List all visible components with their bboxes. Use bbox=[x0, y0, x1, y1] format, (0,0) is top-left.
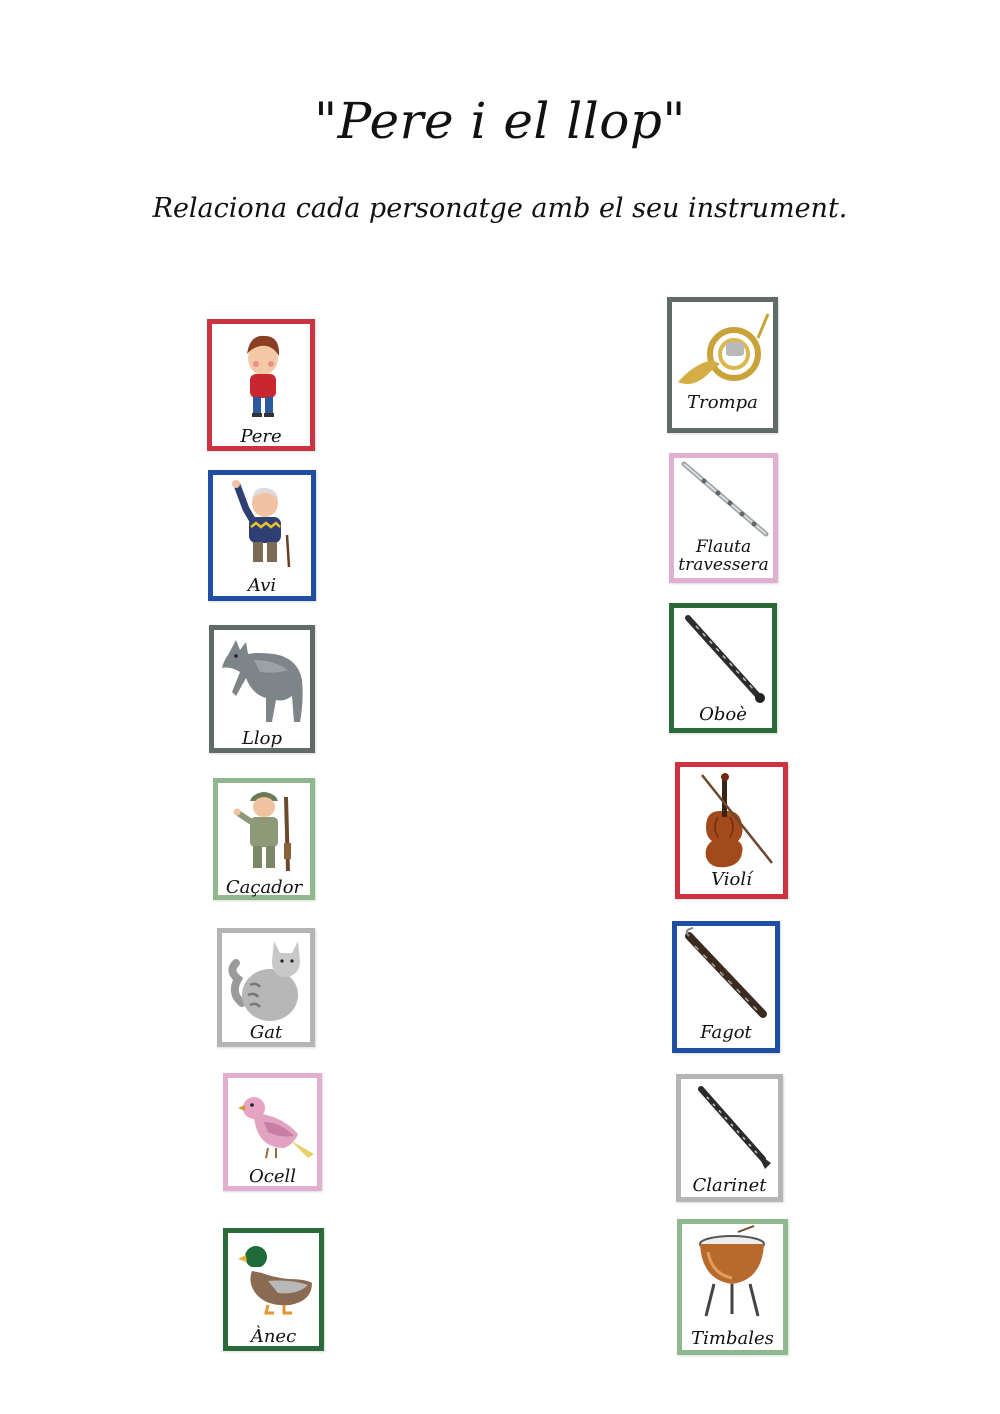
page-title: "Pere i el llop" bbox=[314, 92, 686, 150]
instrument-label: Violí bbox=[711, 869, 752, 890]
character-label: Caçador bbox=[225, 877, 303, 898]
character-label: Llop bbox=[241, 728, 283, 749]
character-card-cacador[interactable] bbox=[213, 778, 315, 900]
instrument-card-trompa[interactable] bbox=[667, 297, 778, 433]
instrument-card-clarinet[interactable] bbox=[676, 1074, 783, 1202]
instrument-card-fagot[interactable] bbox=[672, 921, 780, 1053]
instrument-label-line2: travessera bbox=[678, 555, 769, 575]
character-label: Avi bbox=[247, 575, 277, 596]
character-card-gat[interactable] bbox=[217, 928, 315, 1047]
character-card-pere[interactable] bbox=[207, 319, 315, 451]
character-label: Pere bbox=[240, 426, 282, 447]
character-card-anec[interactable] bbox=[223, 1228, 324, 1351]
character-card-ocell[interactable] bbox=[223, 1073, 322, 1191]
boy-icon bbox=[212, 324, 310, 419]
oboe-icon bbox=[674, 608, 772, 706]
violin-icon bbox=[680, 767, 783, 871]
instrument-label-line1: Flauta bbox=[695, 537, 752, 557]
instrument-card-violi[interactable] bbox=[675, 762, 788, 899]
clarinet-icon bbox=[681, 1079, 778, 1171]
character-label: Ànec bbox=[250, 1326, 297, 1347]
character-label: Ocell bbox=[248, 1166, 296, 1187]
flute-icon bbox=[674, 458, 773, 540]
bird-icon bbox=[228, 1078, 317, 1168]
instrument-card-timbales[interactable] bbox=[677, 1219, 788, 1355]
bassoon-icon bbox=[677, 926, 775, 1022]
instrument-label: Trompa bbox=[687, 392, 758, 413]
instrument-label: Clarinet bbox=[692, 1175, 767, 1196]
french-horn-icon bbox=[672, 302, 773, 402]
instruction-text: Relaciona cada personatge amb el seu instrument. bbox=[152, 193, 848, 224]
wolf-icon bbox=[214, 630, 310, 725]
character-label: Gat bbox=[249, 1022, 283, 1043]
hunter-icon bbox=[218, 783, 310, 875]
instrument-label: Fagot bbox=[700, 1022, 752, 1043]
character-card-llop[interactable] bbox=[209, 625, 315, 753]
timpani-icon bbox=[682, 1224, 783, 1328]
instrument-label: Oboè bbox=[699, 704, 747, 725]
character-card-avi[interactable] bbox=[208, 470, 316, 601]
cat-icon bbox=[222, 933, 310, 1025]
duck-icon bbox=[228, 1233, 319, 1325]
instrument-label: Timbales bbox=[691, 1328, 774, 1349]
grandfather-icon bbox=[213, 475, 311, 570]
instrument-card-flauta[interactable] bbox=[669, 453, 778, 583]
instrument-card-oboe[interactable] bbox=[669, 603, 777, 733]
